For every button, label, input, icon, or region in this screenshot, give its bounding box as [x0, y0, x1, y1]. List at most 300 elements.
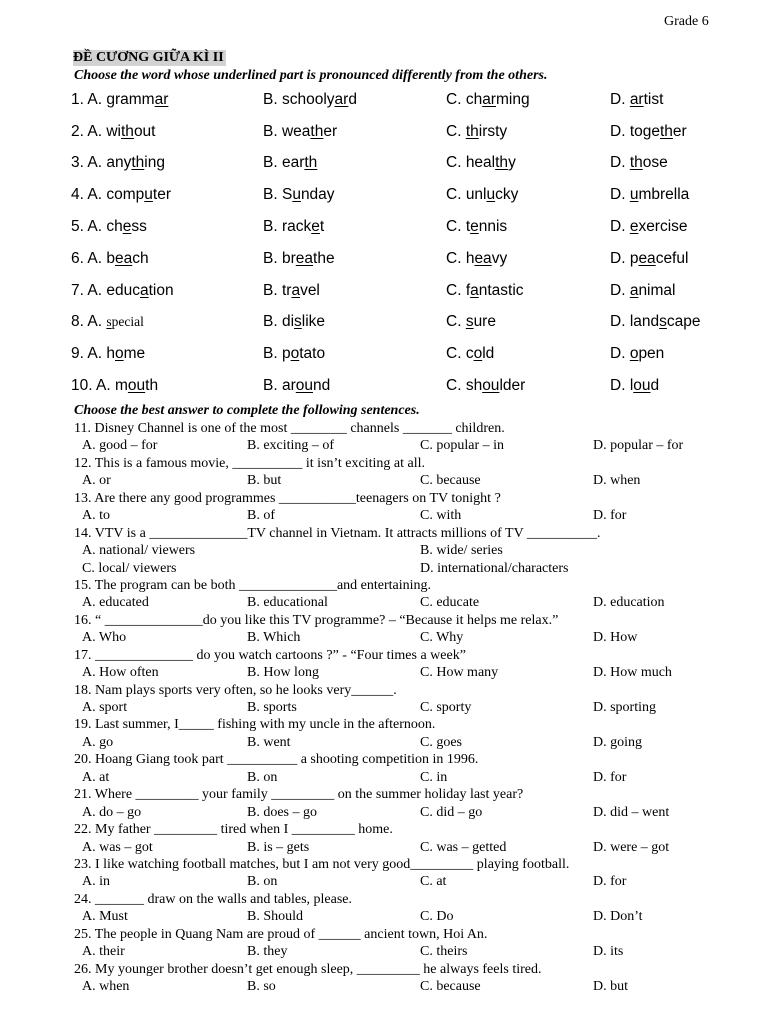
question-text: 13. Are there any good programmes ___________teenagers on TV tonight ? — [74, 490, 501, 506]
word-prefix: gramm — [106, 90, 155, 108]
option-word — [282, 154, 317, 171]
answer-option: D. its — [593, 944, 624, 960]
underlined-sound: th — [121, 122, 134, 140]
option-letter: C. — [446, 90, 462, 108]
answer-option: B. sports — [247, 700, 297, 715]
option-word — [106, 123, 155, 140]
options-row — [74, 734, 754, 751]
answer-option: D. international/characters — [420, 560, 569, 576]
answer-option: D. Don’t — [593, 909, 643, 925]
answer-option — [610, 377, 659, 395]
option-word — [466, 345, 494, 362]
underlined-sound: u — [144, 186, 153, 204]
answer-option: A. when — [82, 979, 130, 994]
underlined-sound: th — [310, 122, 324, 140]
answer-option: C. because — [420, 979, 481, 994]
answer-option: C. theirs — [420, 944, 468, 960]
page-title: ĐỀ CƯƠNG GIỮA KÌ II — [73, 50, 224, 65]
underlined-sound: s — [465, 313, 474, 331]
option-word — [630, 313, 701, 330]
answer-option: A. sport — [82, 700, 128, 715]
option-word — [282, 377, 330, 394]
option-word — [466, 282, 524, 299]
answer-option: B. so — [247, 979, 276, 994]
word-prefix: p — [281, 345, 291, 363]
underlined-sound: ar — [482, 90, 496, 108]
option-letter: D. — [610, 90, 626, 108]
word-suffix: ntastic — [478, 281, 524, 299]
word-suffix: xercise — [638, 218, 688, 236]
pronunciation-question — [71, 84, 751, 116]
option-word — [630, 282, 676, 299]
answer-option — [263, 282, 446, 300]
answer-option — [610, 186, 689, 204]
answer-option: D. when — [593, 473, 641, 489]
answer-option: C. goes — [420, 734, 462, 750]
word-prefix: ear — [281, 154, 305, 172]
answer-option — [446, 377, 610, 395]
underlined-sound: u — [629, 186, 639, 204]
answer-option — [446, 345, 610, 363]
answer-option: D. How — [593, 630, 638, 646]
pronunciation-question — [71, 307, 751, 339]
answer-option — [71, 282, 263, 300]
question-number: 7. — [71, 281, 84, 299]
pronunciation-question — [71, 243, 751, 275]
option-word — [282, 123, 337, 140]
answer-option: D. were – got — [593, 839, 670, 855]
answer-option: D. popular – for — [593, 438, 684, 454]
answer-option: C. How many — [420, 665, 499, 681]
word-suffix: me — [123, 345, 146, 363]
answer-option: C. with — [420, 508, 462, 524]
option-letter: B. — [263, 345, 278, 363]
word-suffix: pen — [638, 345, 665, 363]
option-letter: A. — [87, 218, 103, 236]
option-word — [630, 186, 689, 203]
answer-option — [71, 123, 263, 141]
answer-option: B. Which — [247, 630, 301, 646]
question-number: 2. — [71, 122, 84, 140]
word-suffix: d — [348, 90, 357, 108]
question-number: 8. — [71, 313, 84, 331]
word-prefix: b — [106, 249, 115, 267]
word-suffix: irsty — [478, 122, 508, 140]
option-letter: D. — [610, 186, 626, 204]
word-prefix: comp — [106, 186, 145, 204]
word-suffix: mbrella — [638, 186, 690, 204]
underlined-sound: ou — [482, 377, 500, 395]
answer-option — [263, 345, 446, 363]
answer-option: A. educated — [82, 595, 149, 611]
option-word — [282, 282, 320, 299]
options-row — [74, 804, 754, 821]
word-suffix: ch — [132, 249, 149, 267]
question-text: 23. I like watching football matches, but I am not very good_________ playing football. — [74, 856, 570, 872]
word-prefix: educ — [106, 281, 140, 299]
underlined-sound: o — [473, 345, 483, 363]
answer-option: C. Why — [420, 630, 464, 646]
answer-option: C. did – go — [420, 804, 483, 820]
option-word — [630, 154, 668, 171]
option-word — [466, 186, 519, 203]
answer-option — [263, 154, 446, 172]
options-row — [74, 542, 754, 559]
option-letter: C. — [446, 377, 462, 395]
option-letter: C. — [446, 218, 462, 236]
underlined-sound: ea — [295, 249, 314, 267]
underlined-sound: ou — [127, 377, 146, 395]
answer-option: C. at — [420, 874, 447, 890]
options-row — [74, 769, 754, 786]
option-letter: A. — [87, 313, 103, 331]
underlined-sound: o — [629, 345, 639, 363]
option-letter: A. — [87, 186, 103, 204]
pronunciation-question — [71, 116, 751, 148]
word-prefix: toge — [629, 122, 660, 140]
answer-option: D. but — [593, 979, 628, 994]
answer-option: B. of — [247, 508, 275, 524]
word-suffix: the — [313, 249, 335, 267]
answer-option: C. because — [420, 473, 481, 489]
answer-option: A. do – go — [82, 804, 142, 820]
underlined-sound: s — [659, 313, 667, 331]
option-letter: D. — [610, 249, 626, 267]
word-suffix: ming — [495, 90, 530, 108]
word-suffix: er — [323, 122, 338, 140]
underlined-sound: u — [292, 186, 301, 204]
option-word — [106, 186, 171, 203]
answer-option: D. did – went — [593, 804, 670, 820]
underlined-sound: ar — [334, 90, 349, 108]
word-suffix: out — [133, 122, 156, 140]
answer-option: B. on — [247, 769, 278, 785]
option-word — [630, 91, 664, 108]
question-text: 17. ______________ do you watch cartoons ?” - “Four times a week” — [74, 647, 466, 663]
answer-option — [71, 218, 263, 236]
option-letter: A. — [87, 122, 103, 140]
answer-option — [263, 377, 446, 395]
answer-option — [263, 218, 446, 236]
answer-option — [446, 186, 610, 204]
answer-option: B. they — [247, 944, 288, 960]
answer-option: D. for — [593, 769, 627, 785]
option-word — [466, 154, 516, 171]
word-suffix: ter — [152, 186, 171, 204]
answer-option: A. at — [82, 769, 110, 785]
option-word — [106, 154, 165, 171]
answer-option: D. going — [593, 734, 642, 750]
options-row — [74, 594, 754, 611]
option-letter: D. — [610, 377, 626, 395]
question-number: 9. — [71, 345, 84, 363]
option-letter: A. — [96, 377, 111, 395]
answer-option: D. How much — [593, 665, 672, 681]
underlined-sound: ou — [295, 377, 314, 395]
underlined-sound: ar — [154, 90, 169, 108]
pronunciation-question — [71, 179, 751, 211]
answer-option — [610, 250, 688, 268]
word-suffix: ure — [473, 313, 496, 331]
option-letter: A. — [87, 345, 103, 363]
underlined-sound: e — [311, 218, 320, 236]
answer-option — [446, 282, 610, 300]
word-prefix: sh — [465, 377, 483, 395]
answer-option — [263, 313, 446, 331]
option-letter: C. — [446, 122, 462, 140]
word-suffix: nday — [300, 186, 335, 204]
question-text: 18. Nam plays sports very often, so he looks very______. — [74, 682, 397, 698]
answer-option: B. wide/ series — [420, 543, 503, 559]
word-prefix: heal — [465, 154, 496, 172]
option-word — [466, 218, 507, 235]
question-text: 22. My father _________ tired when I _________ home. — [74, 822, 393, 838]
question-text: 12. This is a famous movie, __________ it isn’t exciting at all. — [74, 455, 426, 471]
option-word — [282, 250, 335, 267]
underlined-sound: e — [629, 218, 639, 236]
options-row — [74, 943, 754, 960]
word-suffix: ss — [131, 218, 147, 236]
option-word — [115, 377, 158, 394]
option-letter: A. — [87, 249, 103, 267]
option-word — [106, 250, 148, 267]
answer-option: D. education — [593, 595, 665, 611]
option-letter: D. — [610, 122, 626, 140]
options-row — [74, 629, 754, 646]
option-word — [282, 91, 357, 108]
word-prefix: m — [114, 377, 128, 395]
word-prefix: S — [281, 186, 293, 204]
question-text: 21. Where _________ your family _________ on the summer holiday last year? — [74, 787, 524, 803]
option-letter: B. — [263, 122, 278, 140]
word-suffix: pecial — [111, 314, 144, 330]
option-letter: B. — [263, 249, 278, 267]
answer-option — [446, 250, 610, 268]
section1-instruction: Choose the word whose underlined part is pronounced differently from the others. — [74, 68, 548, 83]
question-number: 3. — [71, 154, 84, 172]
options-row — [74, 437, 754, 454]
option-letter: B. — [263, 154, 278, 172]
underlined-sound: o — [114, 345, 124, 363]
option-word — [282, 345, 325, 362]
option-letter: B. — [263, 218, 278, 236]
word-suffix: tion — [148, 281, 174, 299]
options-row — [74, 873, 754, 890]
word-suffix: tato — [299, 345, 326, 363]
underlined-sound: th — [495, 154, 509, 172]
option-letter: A. — [87, 90, 103, 108]
underlined-sound: ea — [114, 249, 133, 267]
answer-option: A. in — [82, 874, 110, 890]
option-letter: D. — [610, 154, 626, 172]
underlined-sound: a — [139, 281, 149, 299]
answer-option: A. was – got — [82, 839, 153, 855]
answer-option: A. Must — [82, 909, 128, 925]
answer-option: A. or — [82, 473, 111, 489]
option-word — [630, 218, 688, 235]
word-prefix: rack — [281, 218, 312, 236]
pronunciation-question — [71, 370, 751, 402]
question-text: 26. My younger brother doesn’t get enough sleep, _________ he always feels tired. — [74, 961, 542, 977]
word-prefix: ch — [465, 90, 483, 108]
pronunciation-question — [71, 148, 751, 180]
answer-option: D. for — [593, 874, 627, 890]
option-letter: D. — [610, 281, 626, 299]
options-row — [74, 507, 754, 524]
option-letter: B. — [263, 377, 278, 395]
question-number: 4. — [71, 186, 84, 204]
option-word — [466, 313, 496, 330]
question-text: 15. The program can be both ______________and entertaining. — [74, 577, 432, 593]
answer-option: A. their — [82, 944, 125, 960]
word-prefix: wi — [106, 122, 121, 140]
underlined-sound: e — [122, 218, 132, 236]
underlined-sound: ea — [474, 249, 492, 267]
options-row — [74, 664, 754, 681]
word-prefix: unl — [465, 186, 487, 204]
answer-option — [610, 218, 688, 236]
answer-option: B. but — [247, 473, 282, 489]
word-prefix: p — [629, 249, 639, 267]
word-suffix: ld — [482, 345, 495, 363]
option-letter: A. — [87, 281, 103, 299]
answer-option: B. educational — [247, 595, 328, 611]
options-row — [74, 472, 754, 489]
answer-option — [263, 250, 446, 268]
answer-option — [610, 313, 701, 331]
answer-option — [71, 154, 263, 172]
option-letter: C. — [446, 249, 462, 267]
answer-option: A. to — [82, 508, 110, 524]
answer-option — [263, 91, 446, 109]
answer-option: C. sporty — [420, 700, 472, 715]
word-prefix: any — [106, 154, 132, 172]
word-suffix: like — [301, 313, 326, 331]
question-text: 16. “ ______________do you like this TV programme? – “Because it helps me relax.” — [74, 612, 559, 628]
answer-option: B. How long — [247, 665, 319, 681]
question-text: 11. Disney Channel is one of the most ________ channels _______ children. — [74, 421, 505, 436]
answer-option: C. educate — [420, 595, 480, 611]
word-prefix: f — [465, 281, 471, 299]
option-letter: D. — [610, 345, 626, 363]
word-prefix: br — [281, 249, 296, 267]
answer-option: A. How often — [82, 665, 159, 681]
answer-option — [446, 218, 610, 236]
underlined-sound: th — [465, 122, 479, 140]
word-suffix: tist — [643, 90, 664, 108]
word-prefix: land — [629, 313, 660, 331]
answer-option — [263, 123, 446, 141]
word-suffix: ceful — [655, 249, 689, 267]
answer-option — [71, 250, 263, 268]
option-letter: C. — [446, 281, 462, 299]
question-number: 5. — [71, 218, 84, 236]
option-letter: C. — [446, 186, 462, 204]
word-prefix: schooly — [281, 90, 335, 108]
word-prefix: l — [629, 377, 634, 395]
word-suffix: nnis — [478, 218, 508, 236]
word-suffix: t — [319, 218, 325, 236]
option-word — [630, 250, 689, 267]
word-prefix: t — [465, 218, 471, 236]
option-letter: C. — [446, 313, 462, 331]
question-number: 10. — [71, 377, 93, 395]
answer-option — [610, 91, 663, 109]
question-text: 20. Hoang Giang took part __________ a shooting competition in 1996. — [74, 752, 479, 768]
answer-option — [610, 282, 675, 300]
options-row — [74, 839, 754, 856]
question-text: 14. VTV is a ______________TV channel in Vietnam. It attracts millions of TV __________. — [74, 525, 601, 541]
underlined-sound: ea — [638, 249, 656, 267]
word-suffix: cky — [495, 186, 519, 204]
word-suffix: ose — [642, 154, 668, 172]
underlined-sound: u — [486, 186, 496, 204]
option-word — [466, 91, 530, 108]
word-suffix: ing — [144, 154, 165, 172]
word-suffix: vy — [491, 249, 508, 267]
word-suffix: cape — [666, 313, 701, 331]
word-suffix: er — [672, 122, 687, 140]
underlined-sound: a — [629, 281, 639, 299]
word-suffix: lder — [499, 377, 526, 395]
option-letter: C. — [446, 345, 462, 363]
option-word — [466, 123, 507, 140]
option-word — [106, 91, 168, 108]
pronunciation-question — [71, 275, 751, 307]
answer-option: B. Should — [247, 909, 304, 925]
underlined-sound: th — [304, 154, 318, 172]
options-row — [74, 560, 754, 577]
option-word — [466, 250, 507, 267]
answer-option: C. popular – in — [420, 438, 504, 454]
options-row — [74, 908, 754, 925]
grade-label: Grade 6 — [664, 14, 709, 29]
pronunciation-question — [71, 211, 751, 243]
option-word — [106, 345, 145, 362]
answer-option — [71, 91, 263, 109]
word-prefix: ch — [106, 218, 123, 236]
answer-option: B. went — [247, 734, 291, 750]
option-word — [630, 123, 687, 140]
pronunciation-question — [71, 338, 751, 370]
answer-option: B. on — [247, 874, 278, 890]
question-text: 24. _______ draw on the walls and tables, please. — [74, 891, 352, 907]
option-word — [630, 377, 659, 394]
question-text: 25. The people in Quang Nam are proud of ______ ancient town, Hoi An. — [74, 926, 488, 942]
underlined-sound: th — [131, 154, 145, 172]
option-letter: D. — [610, 218, 626, 236]
answer-option: C. was – getted — [420, 839, 507, 855]
answer-option — [446, 91, 610, 109]
word-prefix: c — [465, 345, 474, 363]
option-word — [106, 314, 144, 329]
option-word — [282, 313, 325, 330]
word-prefix: tr — [281, 281, 292, 299]
word-prefix: h — [106, 345, 115, 363]
answer-option — [610, 345, 664, 363]
question-number: 1. — [71, 90, 84, 108]
answer-option: A. go — [82, 734, 114, 750]
answer-option: C. local/ viewers — [82, 560, 177, 576]
answer-option — [71, 313, 263, 331]
option-word — [282, 186, 335, 203]
word-suffix: nimal — [638, 281, 676, 299]
option-word — [106, 218, 147, 235]
word-prefix: ar — [281, 377, 296, 395]
answer-option: A. national/ viewers — [82, 543, 196, 559]
underlined-sound: a — [291, 281, 301, 299]
multiple-choice-questions — [74, 420, 754, 995]
